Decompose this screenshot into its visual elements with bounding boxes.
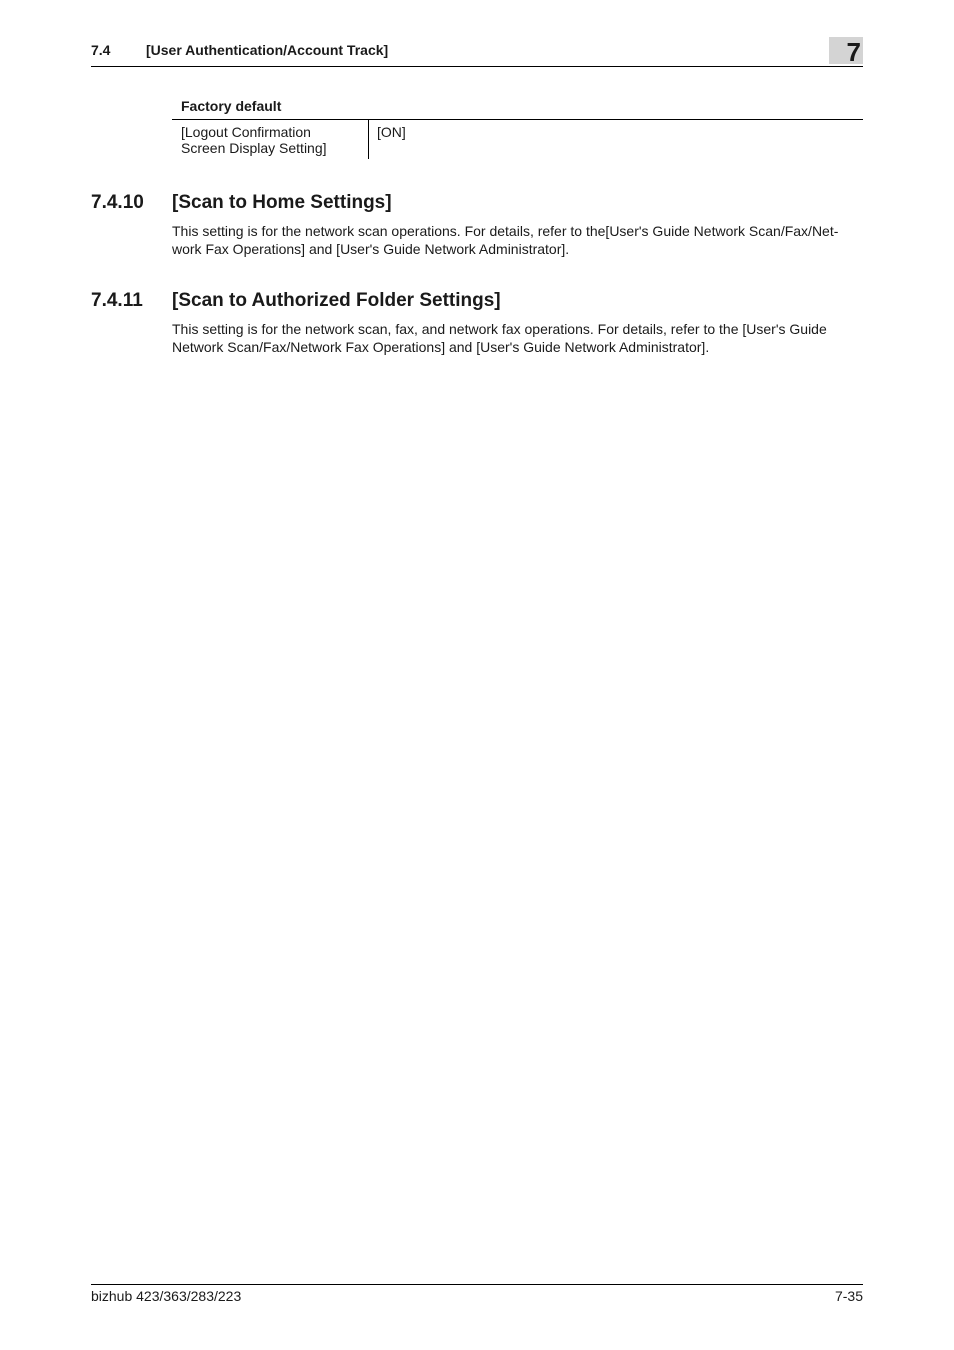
- section-number: 7.4.11: [91, 290, 143, 311]
- footer-model: bizhub 423/363/283/223: [91, 1288, 242, 1304]
- section-number: 7.4.10: [91, 192, 144, 213]
- setting-name-line: [Logout Confirmation: [181, 124, 311, 140]
- table-row: [172, 120, 863, 160]
- body-line: This setting is for the network scan operations. For details, refer to the[User's Guide Network Scan/Fax/Net-: [172, 223, 839, 239]
- footer-page-number: 7-35: [834, 1288, 863, 1304]
- setting-name-cell: [172, 120, 369, 160]
- factory-default-label: Factory default: [181, 98, 282, 114]
- section-title: [Scan to Home Settings]: [172, 192, 392, 213]
- header-section-number: 7.4: [91, 42, 111, 58]
- section-body: [172, 320, 864, 356]
- section-title: [Scan to Authorized Folder Settings]: [172, 290, 501, 311]
- body-line: work Fax Operations] and [User's Guide Network Administrator].: [172, 241, 570, 257]
- page-footer: [91, 1284, 863, 1304]
- setting-name-line: Screen Display Setting]: [181, 140, 327, 156]
- page-header: [91, 37, 863, 67]
- chapter-number-badge: 7: [829, 37, 863, 64]
- section-body: [172, 222, 864, 258]
- setting-value-cell: [ON]: [377, 124, 406, 140]
- body-line: Network Scan/Fax/Network Fax Operations] and [User's Guide Network Administrator].: [172, 339, 710, 355]
- factory-default-table: [172, 119, 863, 159]
- body-line: This setting is for the network scan, fax, and network fax operations. For details, refer to the [User's Guide: [172, 321, 827, 337]
- header-section-title: [User Authentication/Account Track]: [146, 42, 389, 58]
